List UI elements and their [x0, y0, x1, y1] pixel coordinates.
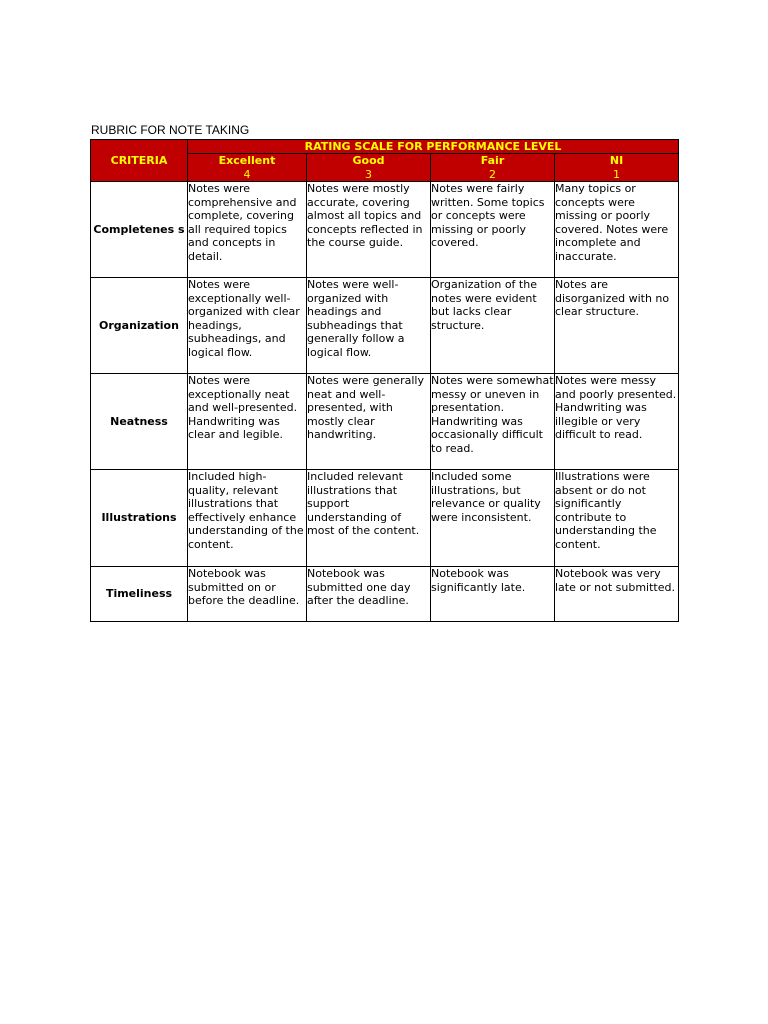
level-header-excellent: [188, 154, 307, 182]
cell-ni: Notebook was very late or not submitted.: [555, 567, 679, 622]
cell-fair: Organization of the notes were evident but lacks clear structure.: [431, 278, 555, 374]
cell-excellent: Notes were exceptionally neat and well-presented. Handwriting was clear and legible.: [188, 374, 307, 470]
level-label: Fair: [480, 154, 505, 167]
criterion-illustrations: Illustrations: [91, 470, 188, 567]
cell-ni: Illustrations were absent or do not significantly contribute to understanding the content.: [555, 470, 679, 567]
cell-good: Notes were mostly accurate, covering almost all topics and concepts reflected in the course guide.: [307, 182, 431, 278]
table-row: [91, 278, 679, 374]
criterion-timeliness: Timeliness: [91, 567, 188, 622]
cell-fair: Notebook was significantly late.: [431, 567, 555, 622]
criteria-header: CRITERIA: [91, 140, 188, 182]
cell-excellent: Notes were comprehensive and complete, covering all required topics and concepts in detail.: [188, 182, 307, 278]
cell-ni: Many topics or concepts were missing or poorly covered. Notes were incomplete and inaccurate.: [555, 182, 679, 278]
level-header-fair: [431, 154, 555, 182]
table-row: [91, 374, 679, 470]
document-title: RUBRIC FOR NOTE TAKING: [91, 123, 250, 137]
rubric-table: [90, 139, 679, 622]
level-label: Excellent: [218, 154, 276, 167]
table-row: [91, 182, 679, 278]
cell-ni: Notes are disorganized with no clear structure.: [555, 278, 679, 374]
level-header-ni: [555, 154, 679, 182]
cell-excellent: Included high-quality, relevant illustrations that effectively enhance understanding of the content.: [188, 470, 307, 567]
table-row: [91, 470, 679, 567]
header-row-scale: [91, 140, 679, 154]
criterion-completeness: Completenes s: [91, 182, 188, 278]
criterion-organization: Organization: [91, 278, 188, 374]
cell-excellent: Notebook was submitted on or before the deadline.: [188, 567, 307, 622]
level-label: Good: [352, 154, 385, 167]
cell-good: Notes were well-organized with headings and subheadings that generally follow a logical flow.: [307, 278, 431, 374]
cell-good: Notebook was submitted one day after the deadline.: [307, 567, 431, 622]
rating-scale-header: RATING SCALE FOR PERFORMANCE LEVEL: [188, 140, 679, 154]
level-label: NI: [609, 154, 624, 167]
level-score: 2: [489, 167, 496, 181]
table-row: [91, 567, 679, 622]
level-score: 1: [613, 167, 621, 181]
cell-good: Notes were generally neat and well-presented, with mostly clear handwriting.: [307, 374, 431, 470]
cell-good: Included relevant illustrations that support understanding of most of the content.: [307, 470, 431, 567]
cell-fair: Included some illustrations, but relevance or quality were inconsistent.: [431, 470, 555, 567]
cell-ni: Notes were messy and poorly presented. Handwriting was illegible or very difficult to read.: [555, 374, 679, 470]
cell-excellent: Notes were exceptionally well-organized with clear headings, subheadings, and logical flow.: [188, 278, 307, 374]
cell-fair: Notes were fairly written. Some topics or concepts were missing or poorly covered.: [431, 182, 555, 278]
level-score: 4: [243, 167, 251, 181]
level-score: 3: [365, 167, 372, 181]
level-header-good: [307, 154, 431, 182]
cell-fair: Notes were somewhat messy or uneven in presentation. Handwriting was occasionally difficult to read.: [431, 374, 555, 470]
criterion-neatness: Neatness: [91, 374, 188, 470]
